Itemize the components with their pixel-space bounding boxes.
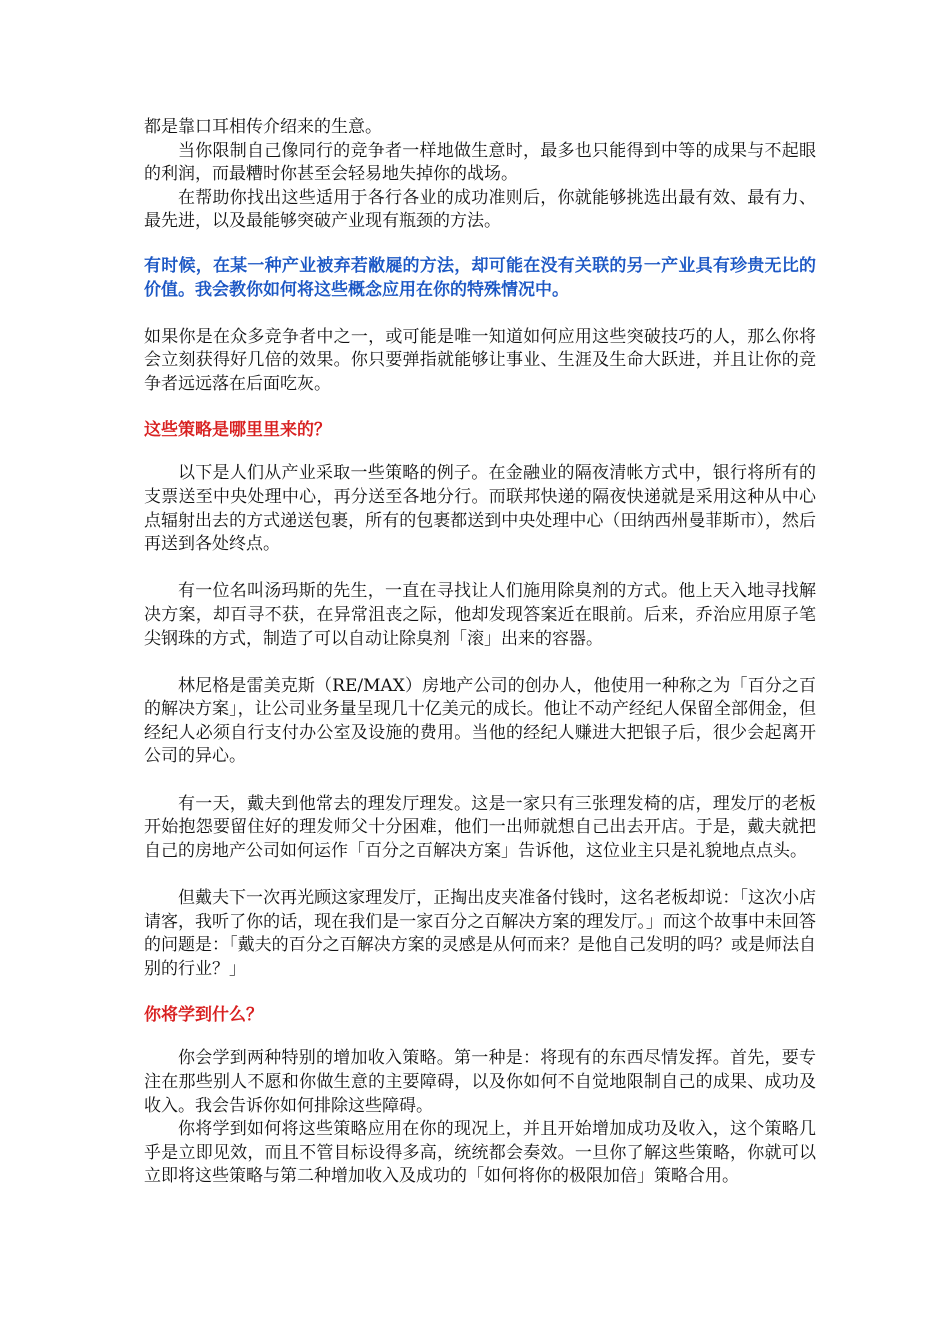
paragraph-continuation: 都是靠口耳相传介绍来的生意。	[144, 117, 382, 137]
paragraph-barbershop: 有一天，戴夫到他常去的理发厅理发。这是一家只有三张理发椅的店，理发厅的老板开始抱怨要留住好的理发师父十分困难，他们一出师就想自己出去开店。于是，戴夫就把自己的房地产公司如何运作「百分之百解决方案」告诉他，这位业主只是礼貌地点点头。	[144, 793, 816, 861]
paragraph-deodorant: 有一位名叫汤玛斯的先生，一直在寻找让人们施用除臭剂的方式。他上天入地寻找解决方案，却百寻不获，在异常沮丧之际，他却发现答案近在眼前。后来，乔治应用原子笔尖钢珠的方式，制造了可以自动让除臭剂「滚」出来的容器。	[144, 581, 816, 649]
section-heading-strategy-origin: 这些策略是哪里里来的？	[144, 420, 331, 441]
document-page	[144, 116, 816, 1189]
paragraph-remax: 林尼格是雷美克斯（RE/MAX）房地产公司的创办人，他使用一种称之为「百分之百的解决方案」，让公司业务量呈现几十亿美元的成长。他让不动产经纪人保留全部佣金，但经纪人必须自行支付办公室及设施的费用。当他的经纪人赚进大把银子后，很少会起离开公司的异心。	[144, 675, 816, 767]
paragraph-income-strategy-two: 你将学到如何将这些策略应用在你的现况上，并且开始增加成功及收入，这个策略几乎是立即见效，而且不管目标设得多高，统统都会奏效。一旦你了解这些策略，你就可以立即将这些策略与第二种增加收入及成功的「如何将你的极限加倍」策略合用。	[144, 1119, 816, 1187]
paragraph-success-rules: 在帮助你找出这些适用于各行各业的成功准则后，你就能够挑选出最有效、最有力、最先进，以及最能够突破产业现有瓶颈的方法。	[144, 187, 816, 232]
paragraph-overnight-clearing: 以下是人们从产业采取一些策略的例子。在金融业的隔夜清帐方式中，银行将所有的支票送至中央处理中心，再分送至各地分行。而联邦快递的隔夜快递就是采用这种从中心点辐射出去的方式递送包裹，所有的包裹都送到中央处理中心（田纳西州曼菲斯市），然后再送到各处终点。	[144, 463, 816, 555]
paragraph-barbershop-ending: 但戴夫下一次再光顾这家理发厅，正掏出皮夹准备付钱时，这名老板却说：「这次小店请客，我听了你的话，现在我们是一家百分之百解决方案的理发厅。」而这个故事中未回答的问题是：「戴夫的百分之百解决方案的灵感是从何而来？是他自己发明的吗？或是师法自别的行业？」	[144, 888, 816, 979]
callout-highlight: 有时候，在某一种产业被弃若敝屣的方法，却可能在没有关联的另一产业具有珍贵无比的价值。我会教你如何将这些概念应用在你的特殊情况中。	[144, 255, 816, 300]
paragraph-competition: 当你限制自己像同行的竞争者一样地做生意时，最多也只能得到中等的成果与不起眼的利润，而最糟时你甚至会轻易地失掉你的战场。	[144, 140, 816, 185]
paragraph-income-strategy-one: 你会学到两种特别的增加收入策略。第一种是：将现有的东西尽情发挥。首先，要专注在那些别人不愿和你做生意的主要障碍，以及你如何不自觉地限制自己的成果、成功及收入。我会告诉你如何排除这些障碍。	[144, 1048, 816, 1116]
paragraph-intro: 如果你是在众多竞争者中之一，或可能是唯一知道如何应用这些突破技巧的人，那么你将会立刻获得好几倍的效果。你只要弹指就能够让事业、生涯及生命大跃进，并且让你的竞争者远远落在后面吃灰。	[144, 326, 816, 394]
section-heading-what-you-learn: 你将学到什么？	[144, 1005, 263, 1026]
